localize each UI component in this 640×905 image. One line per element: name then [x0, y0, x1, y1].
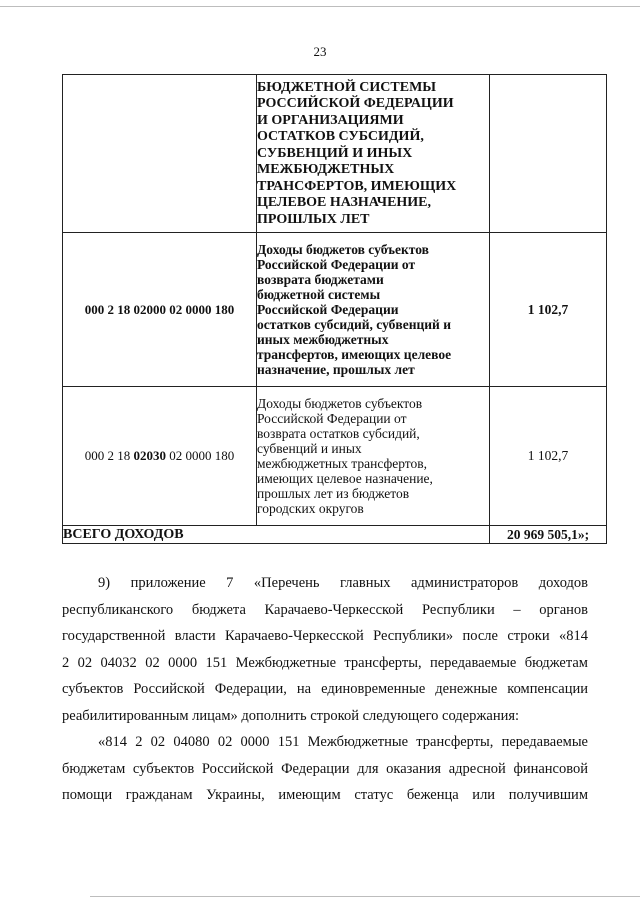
paragraph-line-text: 9) приложение 7 «Перечень главных администраторов доходов [98, 575, 588, 591]
name-line: возврата остатков субсидий, [257, 426, 420, 441]
name-line: прошлых лет из бюджетов [257, 486, 410, 501]
page-number: 23 [313, 44, 327, 59]
name-line: Российской Федерации [257, 302, 399, 317]
name-line: ОСТАТКОВ СУБСИДИЙ, [257, 129, 424, 145]
total-label: ВСЕГО ДОХОДОВ [63, 526, 490, 544]
table-row [63, 233, 607, 387]
total-amount: 20 969 505,1»; [490, 526, 607, 544]
paragraph-line: республиканского бюджета Карачаево-Черкесской Республики – органов [62, 601, 588, 618]
revenue-code-cell [63, 75, 257, 233]
code-part: 000 2 18 [84, 448, 134, 463]
name-line: СУБВЕНЦИЙ И ИНЫХ [257, 145, 413, 161]
name-line: Российской Федерации от [257, 411, 407, 426]
revenue-amount-cell: 1 102,7 [490, 233, 607, 387]
name-line: ПРОШЛЫХ ЛЕТ [257, 211, 370, 227]
revenue-code-cell [63, 387, 257, 526]
name-line: остатков субсидий, субвенций и [257, 317, 451, 332]
code-part-highlight: 02030 [133, 448, 166, 463]
name-line: трансфертов, имеющих целевое [257, 347, 452, 362]
paragraph-line: государственной власти Карачаево-Черкесской Республики» после строки «814 [62, 628, 588, 645]
code-part: 02 0000 180 [166, 448, 235, 463]
name-line: городских округов [257, 501, 364, 516]
name-line: И ОРГАНИЗАЦИЯМИ [257, 112, 404, 128]
table-row [63, 387, 607, 526]
name-line: межбюджетных трансфертов, [257, 456, 428, 471]
paragraph-line [62, 729, 588, 756]
budget-revenue-table [62, 74, 607, 544]
name-line: ЦЕЛЕВОЕ НАЗНАЧЕНИЕ, [257, 195, 432, 211]
revenue-name-cell [257, 233, 490, 387]
paragraph-line: бюджетам субъектов Российской Федерации для оказания адресной финансовой [62, 760, 588, 777]
name-line: назначение, прошлых лет [257, 362, 415, 377]
revenue-amount-cell [490, 75, 607, 233]
revenue-code-cell: 000 2 18 02000 02 0000 180 [63, 233, 257, 387]
name-line: бюджетной системы [257, 287, 381, 302]
name-line: возврата бюджетами [257, 272, 384, 287]
name-line: имеющих целевое назначение, [257, 471, 433, 486]
name-line: МЕЖБЮДЖЕТНЫХ [257, 162, 395, 178]
paragraph-line: субъектов Российской Федерации, на единовременные денежные компенсации [62, 681, 588, 698]
table-total-row [63, 526, 607, 544]
scan-edge-bottom [90, 896, 640, 897]
paragraph-line: реабилитированным лицам» дополнить строкой следующего содержания: [62, 707, 520, 724]
table-row [63, 75, 607, 233]
paragraph-line: 2 02 04032 02 0000 151 Межбюджетные трансферты, передаваемые бюджетам [62, 654, 588, 671]
name-line: иных межбюджетных [257, 332, 389, 347]
name-line: субвенций и иных [257, 441, 362, 456]
revenue-amount-cell: 1 102,7 [490, 387, 607, 526]
name-line: Доходы бюджетов субъектов [257, 396, 423, 411]
paragraph-line [62, 570, 588, 597]
name-line: Российской Федерации от [257, 257, 416, 272]
paragraph-line: помощи гражданам Украины, имеющим статус беженца или получившим [62, 787, 588, 804]
revenue-name-cell [257, 75, 490, 233]
name-line: РОССИЙСКОЙ ФЕДЕРАЦИИ [257, 96, 454, 112]
name-line: ТРАНСФЕРТОВ, ИМЕЮЩИХ [257, 178, 457, 194]
revenue-name-cell [257, 387, 490, 526]
scan-edge-top [0, 6, 640, 7]
paragraph-amendment-9 [62, 570, 588, 730]
name-line: Доходы бюджетов субъектов [257, 242, 429, 257]
paragraph-line-text: «814 2 02 04080 02 0000 151 Межбюджетные трансферты, передаваемые [98, 734, 588, 750]
paragraph-quoted-row [62, 729, 588, 809]
name-line: БЮДЖЕТНОЙ СИСТЕМЫ [257, 79, 437, 95]
